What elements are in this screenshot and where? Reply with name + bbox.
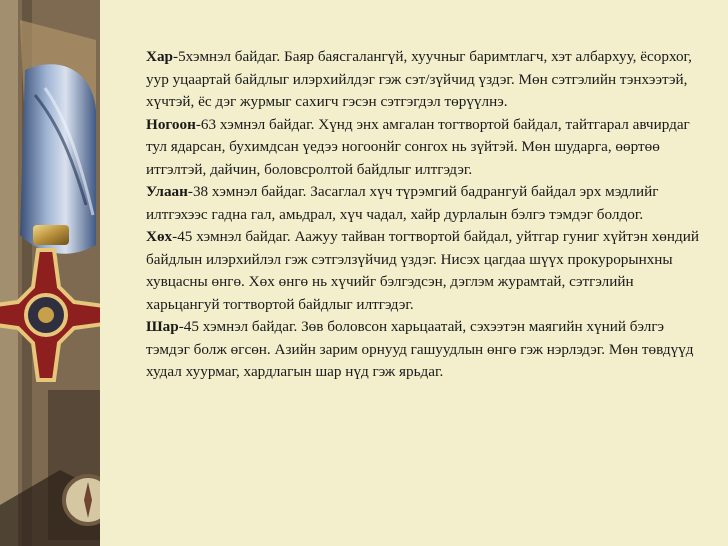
color-term-yellow: Шар (146, 318, 179, 335)
color-term-red: Улаан (146, 183, 188, 200)
color-description-text (146, 46, 706, 384)
paragraph-red-text: -38 хэмнэл байдаг. Засаглал хүч түрэмгий бадрангуй байдал эрх мэдлийг илтгэхээс гадна гал, амьдрал, хүч чадал, хайр дурлалын бэлгэ тэмдэг болдог. (146, 183, 659, 223)
paragraph-blue-text: -45 хэмнэл байдаг. Аажуу тайван тогтвортой байдал, уйтгар гуниг хүйтэн хөндий байдлын илэрхийлэл гэж сэтгэлзүйчид үздэг. Нисэх цагдаа шүүх прокурорынхны хувцасны өнгө. Хөх өнгө нь хүчийг бэлгэдсэн, дэглэм журамтай, сэтгэлийн харьцангуй тогтвортой байдлыг илтгэдэг. (146, 228, 699, 313)
color-term-blue: Хөх (146, 228, 173, 245)
medal-icon (0, 0, 100, 546)
paragraph-black (146, 46, 706, 114)
paragraph-yellow-text: -45 хэмнэл байдаг. Зөв боловсон харьцаатай, сэхээтэн маягийн хүний бэлгэ тэмдэг болж өгсөн. Азийн зарим орнууд гашуудлын өнгө гэж нэрлэдэг. Мөн төвдүүд худал хуурмаг, хардлагын шар нүд гэж ярьдаг. (146, 318, 694, 380)
paragraph-yellow (146, 316, 706, 384)
color-term-green: Ногоон (146, 115, 196, 133)
paragraph-red (146, 181, 706, 226)
paragraph-green-text: -63 хэмнэл байдаг. Хүнд энх амгалан тогтвортой байдал, тайтгарал авчирдаг тул ядарсан, бухимдсан үедээ ногоонйг сонгох нь зүйтэй. Мөн шударга, өөртөө итгэлтэй, дайчин, боловсролтой байдлыг илтгэдэг. (146, 115, 690, 178)
decorative-medal-image (0, 0, 100, 546)
paragraph-black-text: -5хэмнэл байдаг. Баяр баясгалангүй, хуучныг баримтлагч, хэт албархуу, ёсорхог, уур уцаартай байдлыг илэрхийлдэг гэж сэт/зүйчид үздэг. Мөн сэтгэлийн тэнхээтэй, хүчтэй, ёс дэг журмыг сахигч гэсэн сэтгэгдэл төрүүлнэ. (146, 48, 692, 110)
paragraph-blue (146, 226, 706, 316)
paragraph-green (146, 114, 706, 182)
color-term-black: Хар (146, 48, 174, 65)
